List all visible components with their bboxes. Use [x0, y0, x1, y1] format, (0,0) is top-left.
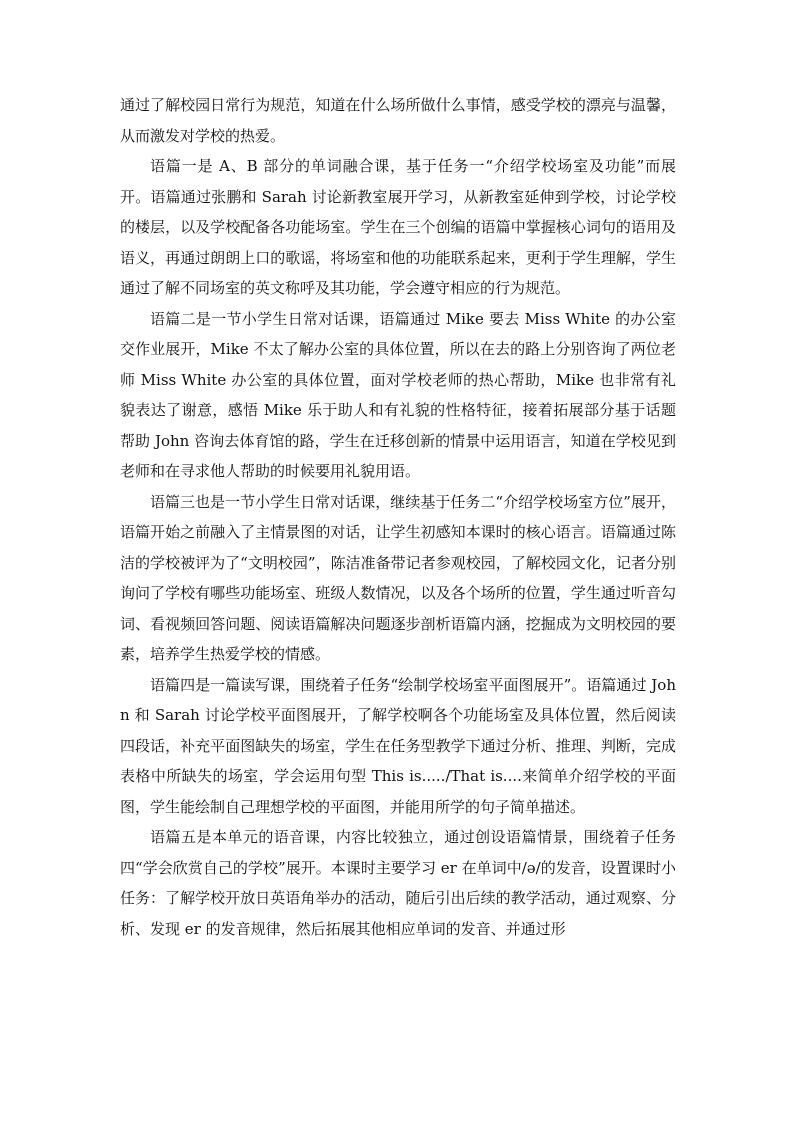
document-body [120, 90, 676, 944]
paragraph-text-two: 语篇二是一节小学生日常对话课，语篇通过 Mike 要去 Miss White 的办公室交作业展开，Mike 不太了解办公室的具体位置，所以在去的路上分别咨询了两位老师 Miss White 办公室的具体位置，面对学校老师的热心帮助，Mike 也非常有礼貌表达了谢意，感悟 Mike 乐于助人和有礼貌的性格特征，接着拓展部分基于话题帮助 John 咨询去体育馆的路，学生在迁移创新的情景中运用语言，知道在学校见到老师和在寻求他人帮助的时候要用礼貌用语。 [120, 309, 676, 480]
paragraph-continuation: 通过了解校园日常行为规范，知道在什么场所做什么事情，感受学校的漂亮与温馨，从而激发对学校的热爱。 [120, 96, 676, 145]
paragraph-text-five: 语篇五是本单元的语音课，内容比较独立，通过创设语篇情景，围绕着子任务四“学会欣赏自己的学校”展开。本课时主要学习 er 在单词中/ə/的发音，设置课时小任务：了解学校开放日英语角举办的活动，随后引出后续的教学活动，通过观察、分析、发现 er 的发音规律，然后拓展其他相应单词的发音、并通过形 [120, 828, 676, 938]
paragraph-text-four: 语篇四是一篇读写课，围绕着子任务“绘制学校场室平面图展开”。语篇通过 John 和 Sarah 讨论学校平面图展开，了解学校啊各个功能场室及具体位置，然后阅读四段话，补充平面图缺失的场室，学生在任务型教学下通过分析、推理、判断，完成表格中所缺失的场室，学会运用句型 This is...../That is....来简单介绍学校的平面图，学生能绘制自己理想学校的平面图，并能用所学的句子简单描述。 [120, 675, 676, 816]
paragraph-text-one: 语篇一是 A、B 部分的单词融合课，基于任务一“介绍学校场室及功能”而展开。语篇通过张鹏和 Sarah 讨论新教室展开学习，从新教室延伸到学校，讨论学校的楼层，以及学校配备各功能场室。学生在三个创编的语篇中掌握核心词句的语用及语义，再通过朗朗上口的歌谣，将场室和他的功能联系起来，更利于学生理解，学生通过了解不同场室的英文称呼及其功能，学会遵守相应的行为规范。 [120, 157, 676, 297]
paragraph-text-three: 语篇三也是一节小学生日常对话课，继续基于任务二“介绍学校场室方位”展开，语篇开始之前融入了主情景图的对话，让学生初感知本课时的核心语言。语篇通过陈洁的学校被评为了“文明校园”，陈洁准备带记者参观校园，了解校园文化，记者分别询问了学校有哪些功能场室、班级人数情况，以及各个场所的位置，学生通过听音勾词、看视频回答问题、阅读语篇解决问题逐步剖析语篇内涵，挖掘成为文明校园的要素，培养学生热爱学校的情感。 [120, 492, 676, 663]
